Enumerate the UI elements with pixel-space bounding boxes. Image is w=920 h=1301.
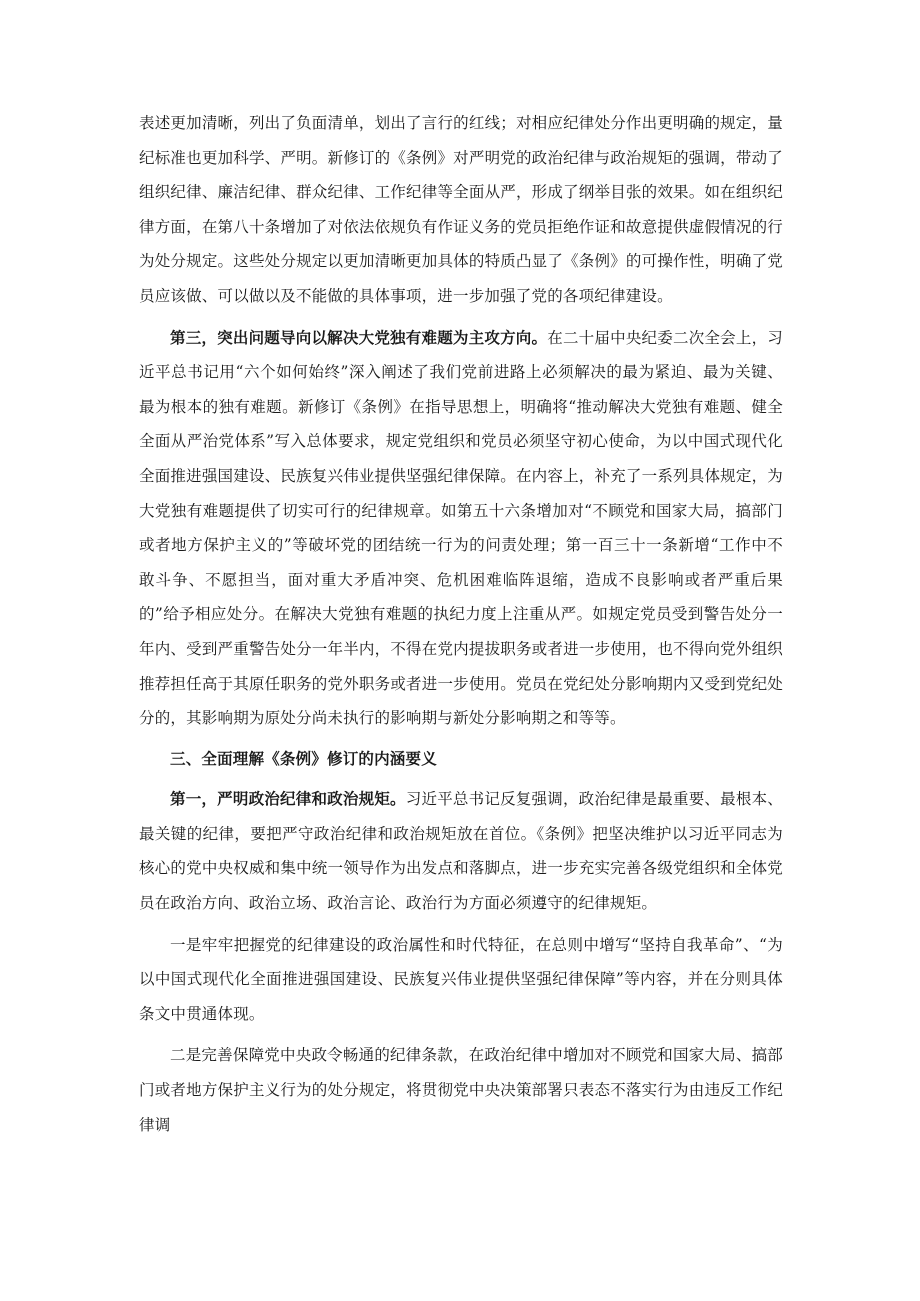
paragraph-text: 二是完善保障党中央政令畅通的纪律条款，在政治纪律中增加对不顾党和国家大局、搞部门或者地方保护主义行为的处分规定，将贯彻党中央决策部署只表态不落实行为由违反工作纪律调	[139, 1046, 783, 1134]
paragraph-third-point	[139, 321, 783, 736]
document-page	[139, 106, 783, 1142]
paragraph-first-point	[139, 782, 783, 920]
paragraph-lead: 第一，严明政治纪律和政治规矩。	[170, 789, 406, 809]
section-heading: 三、全面理解《条例》修订的内涵要义	[170, 748, 437, 768]
paragraph-continued	[139, 106, 783, 314]
paragraph-text: 在二十届中央纪委二次全会上，习近平总书记用“六个如何始终”深入阐述了我们党前进路上必须解决的最为紧迫、最为关键、最为根本的独有难题。新修订《条例》在指导思想上，明确将“推动解决大党独有难题、健全全面从严治党体系”写入总体要求，规定党组织和党员必须坚守初心使命，为以中国式现代化全面推进强国建设、民族复兴伟业提供坚强纪律保障。在内容上，补充了一系列具体规定，为大党独有难题提供了切实可行的纪律规章。如第五十六条增加对“不顾党和国家大局，搞部门或者地方保护主义的”等破坏党的团结统一行为的问责处理；第一百三十一条新增“工作中不敢斗争、不愿担当，面对重大矛盾冲突、危机困难临阵退缩，造成不良影响或者严重后果的”给予相应处分。在解决大党独有难题的执纪力度上注重从严。如规定党员受到警告处分一年内、受到严重警告处分一年半内，不得在党内提拔职务或者进一步使用，也不得向党外组织推荐担任高于其原任职务的党外职务或者进一步使用。党员在党纪处分影响期内又受到党纪处分的，其影响期为原处分尚未执行的影响期与新处分影响期之和等等。	[139, 328, 783, 728]
paragraph-item-one	[139, 928, 783, 1032]
paragraph-text: 习近平总书记反复强调，政治纪律是最重要、最根本、最关键的纪律，要把严守政治纪律和政治规矩放在首位。《条例》把坚决维护以习近平同志为核心的党中央权威和集中统一领导作为出发点和落脚点，进一步充实完善各级党组织和全体党员在政治方向、政治立场、政治言论、政治行为方面必须遵守的纪律规矩。	[139, 790, 783, 913]
paragraph-item-two	[139, 1038, 783, 1142]
paragraph-text: 表述更加清晰，列出了负面清单，划出了言行的红线；对相应纪律处分作出更明确的规定，量纪标准也更加科学、严明。新修订的《条例》对严明党的政治纪律与政治规矩的强调，带动了组织纪律、廉洁纪律、群众纪律、工作纪律等全面从严，形成了纲举目张的效果。如在组织纪律方面，在第八十条增加了对依法依规负有作证义务的党员拒绝作证和故意提供虚假情况的行为处分规定。这些处分规定以更加清晰更加具体的特质凸显了《条例》的可操作性，明确了党员应该做、可以做以及不能做的具体事项，进一步加强了党的各项纪律建设。	[139, 114, 783, 305]
paragraph-text: 一是牢牢把握党的纪律建设的政治属性和时代特征，在总则中增写“坚持自我革命”、“为以中国式现代化全面推进强国建设、民族复兴伟业提供坚强纪律保障”等内容，并在分则具体条文中贯通体现。	[139, 935, 783, 1023]
paragraph-lead: 第三，突出问题导向以解决大党独有难题为主攻方向。	[170, 327, 548, 347]
